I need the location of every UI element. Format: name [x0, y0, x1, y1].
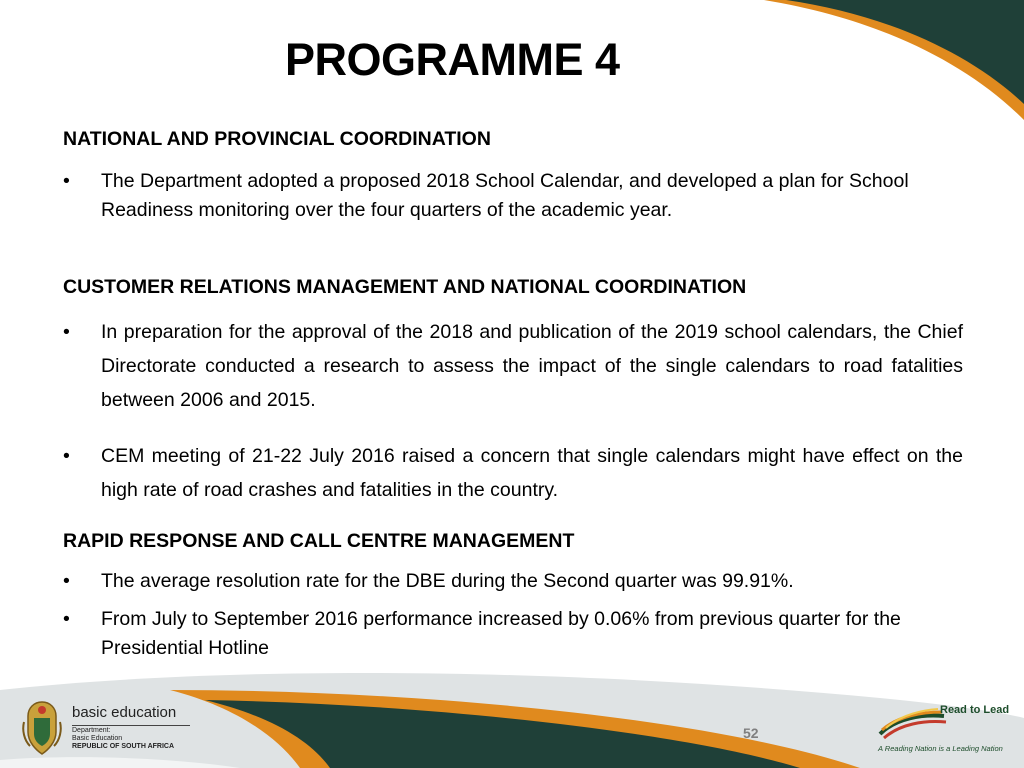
- bullet-text: From July to September 2016 performance increased by 0.06% from previous quarter for the Presidential Hotline: [101, 608, 901, 659]
- top-corner-swoosh: [764, 0, 1024, 120]
- section-heading-customer-relations: CUSTOMER RELATIONS MANAGEMENT AND NATIONAL COORDINATION: [63, 276, 747, 298]
- bullet-item: [63, 315, 963, 417]
- bullet-item: [63, 605, 943, 663]
- bullet-text: The Department adopted a proposed 2018 School Calendar, and developed a plan for School Readiness monitoring over the four quarters of the academic year.: [101, 170, 909, 221]
- logo-department-label: Department:: [72, 727, 111, 734]
- bullet-icon: •: [63, 570, 70, 592]
- basic-education-logo: [20, 698, 220, 758]
- slide-title: PROGRAMME 4: [285, 34, 620, 85]
- coat-of-arms-icon: [20, 698, 64, 758]
- logo-divider: [72, 725, 190, 726]
- bullet-item: [63, 567, 963, 596]
- section-heading-rapid-response: RAPID RESPONSE AND CALL CENTRE MANAGEMENT: [63, 530, 575, 552]
- read-to-lead-tagline: A Reading Nation is a Leading Nation: [878, 744, 1003, 753]
- read-to-lead-logo: [874, 702, 1014, 762]
- bullet-icon: •: [63, 321, 70, 343]
- bullet-text: The average resolution rate for the DBE during the Second quarter was 99.91%.: [101, 570, 794, 592]
- book-stripes-icon: [878, 708, 948, 740]
- bullet-text: In preparation for the approval of the 2018 and publication of the 2019 school calendars, the Chief Directorate conducted a research to assess the impact of the single calendars to road fatalities between 2006 and 2015.: [101, 321, 963, 411]
- section-heading-national-provincial: NATIONAL AND PROVINCIAL COORDINATION: [63, 128, 491, 150]
- logo-department-name: Basic Education: [72, 735, 123, 742]
- bullet-icon: •: [63, 170, 70, 192]
- bullet-text: CEM meeting of 21-22 July 2016 raised a concern that single calendars might have effect on the high rate of road crashes and fatalities in the country.: [101, 445, 963, 501]
- logo-country: REPUBLIC OF SOUTH AFRICA: [72, 743, 175, 750]
- logo-name: basic education: [72, 704, 177, 721]
- slide-number: 52: [743, 725, 759, 741]
- read-to-lead-title: Read to Lead: [940, 704, 1010, 716]
- bullet-icon: •: [63, 608, 70, 630]
- bullet-icon: •: [63, 445, 70, 467]
- bullet-item: [63, 439, 963, 507]
- bullet-item: [63, 167, 963, 225]
